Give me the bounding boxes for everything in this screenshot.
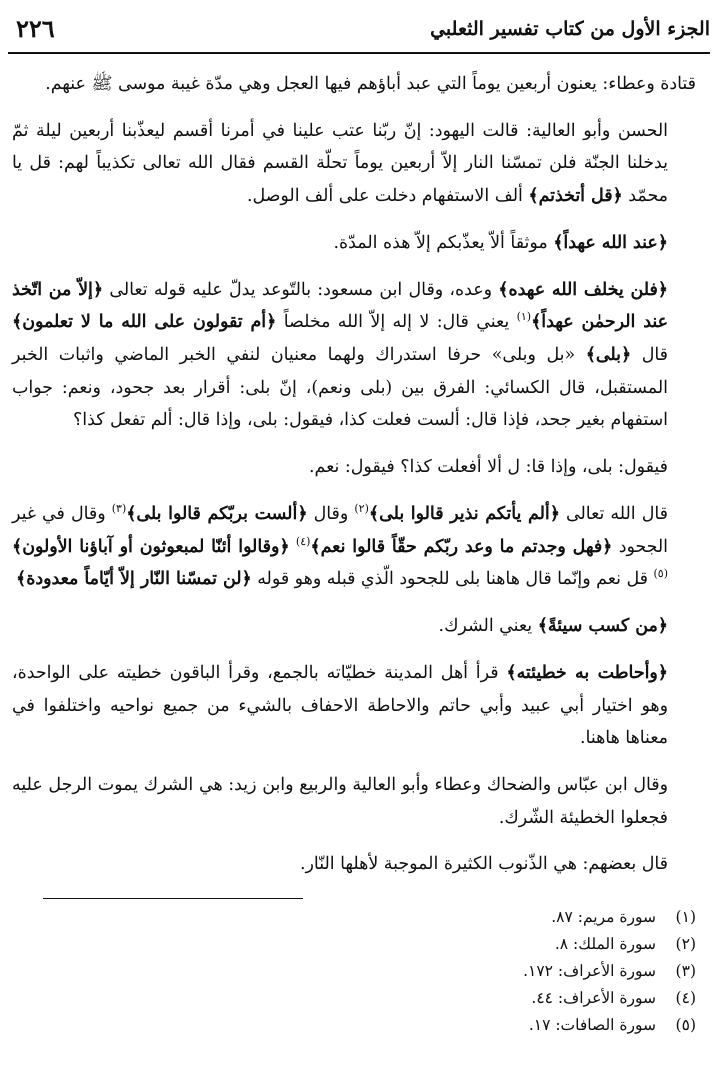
footnotes [300, 904, 696, 1039]
text-run: قتادة وعطاء: يعنون أربعين يوماً التي عبد أباؤهم فيها العجل وهي مدّة غيبة موسى ﷺ عنهم. [45, 74, 696, 94]
quran-quote: ﴿عند الله عهداً﴾ [553, 232, 668, 253]
running-title: الجزء الأول من كتاب تفسير الثعلبي [430, 18, 710, 40]
paragraph [12, 115, 696, 213]
footnote-number: (٢) [675, 935, 696, 953]
footnote-ref: (٤) [295, 534, 311, 548]
footnote-number: (٣) [675, 962, 696, 980]
footnote-ref: (٥) [653, 567, 668, 581]
text-run: قرأ أهل المدينة خطيّاته بالجمع، وقرأ الباقون خطيته على الواحدة، وهو اختيار أبي عبيد وأبي حاتم والاحاطة الاحفاف بالشيء من جميع نواحيه واختلفوا في معناها هاهنا. [12, 662, 668, 749]
footnote-divider [43, 898, 303, 899]
quran-quote: ﴿ألم يأتكم نذير قالوا بلى﴾ [368, 503, 560, 524]
text-run: قال الله تعالى [559, 503, 668, 524]
quran-quote: ﴿ألست بربّكم قالوا بلى﴾ [126, 503, 308, 524]
footnote-ref: (٢) [354, 502, 369, 516]
quran-quote: ﴿وقالوا أئنّا لمبعوثون أو آباؤنا الأولون﴾ [12, 536, 290, 557]
text-run: فيقول: بلى، وإذا قا: ل ألا أفعلت كذا؟ فيقول: نعم. [309, 457, 668, 478]
footnote [300, 931, 696, 958]
footnote-text: سورة الأعراف: ١٧٢. [523, 962, 656, 980]
paragraph [12, 68, 696, 101]
paragraph [12, 451, 696, 484]
text-run: الحسن وأبو العالية: قالت اليهود: إنّ ربّنا عتب علينا في أمرنا أقسم ليعذّبنا أربعين ليلة ثمّ يدخلنا الجنّة فلن تمسّنا النار إلاّ أربعين يوماً تحلّة القسم فقال الله تعالى تكذيباً لهم: قل يا محمّد [12, 120, 668, 207]
footnote [300, 1012, 696, 1039]
text-run: «بل وبلى» حرفا استدراك ولهما معنيان لنفي الخبر الماضي واثبات الخبر المستقبل، قال الكسائي: الفرق بين (بلى ونعم)، إنّ بلى: أقرار بعد جحود، ونعم: جواب استفهام بغير جحد، فإذا قال: ألست فعلت كذا، فيقول: بلى، وإذا قال: ألم تفعل كذا؟ [12, 345, 668, 431]
paragraph [12, 274, 696, 438]
paragraph [12, 610, 696, 643]
footnote-text: سورة الأعراف: ٤٤. [531, 989, 656, 1007]
quran-quote: ﴿أم تقولون على الله ما لا تعلمون﴾ [12, 312, 277, 333]
text-run: قال [631, 345, 668, 366]
footnote-ref: (٣) [111, 502, 127, 516]
paragraph [12, 848, 696, 881]
text-run: موثقاً ألاّ يعذّبكم إلاّ هذه المدّة. [333, 232, 554, 253]
footnote-number: (٥) [675, 1016, 696, 1034]
text-run: قل نعم وإنّما قال هاهنا بلى للجحود الّذي قبله وهو قوله [251, 569, 654, 590]
text-run: وقال ابن عبّاس والضحاك وعطاء وأبو العالية والربيع وابن زيد: هي الشرك يموت الرجل عليه فجعلوا الخطيئة الشّرك. [12, 774, 668, 828]
footnote [300, 958, 696, 985]
text-run: يعني قال: لا إله إلاّ الله مخلصاً [276, 312, 517, 333]
text-run: وقال [307, 503, 355, 524]
footnote-text: سورة مريم: ٨٧. [551, 908, 656, 926]
page-number: ٢٢٦ [16, 14, 55, 43]
text-run: ألف الاستفهام دخلت على ألف الوصل. [246, 186, 529, 207]
quran-quote: ﴿فهل وجدتم ما وعد ربّكم حقّاً قالوا نعم﴾ [310, 536, 613, 557]
header-divider [8, 52, 710, 54]
footnote-text: سورة الصافات: ١٧. [528, 1016, 656, 1034]
quran-quote: ﴿من كسب سيئةً﴾ [537, 616, 668, 637]
page-header [8, 14, 710, 48]
quran-quote: ﴿قل أتخذتم﴾ [528, 186, 623, 207]
text-run: يعني الشرك. [438, 616, 538, 637]
quran-quote: ﴿فلن يخلف الله عهده﴾ [498, 279, 668, 300]
footnote [300, 904, 696, 931]
footnote-number: (١) [675, 908, 696, 926]
text-run: وعده، وقال ابن مسعود: بالتّوعد يدلّ عليه قوله تعالى [103, 279, 499, 300]
paragraph [12, 498, 696, 596]
quran-quote: ﴿بلى﴾ [585, 345, 632, 366]
footnote [300, 985, 696, 1012]
footnote-number: (٤) [675, 989, 696, 1007]
footnote-ref: (١) [516, 310, 532, 324]
text-run: وقال في غير الجحود [12, 503, 669, 557]
text-run: قال بعضهم: هي الذّنوب الكثيرة الموجبة لأهلها النّار. [299, 854, 668, 875]
paragraph [12, 227, 696, 260]
paragraph [12, 769, 696, 834]
footnote-text: سورة الملك: ٨. [554, 935, 656, 953]
quran-quote: ﴿إلاّ من اتّخذ عند الرحمٰن عهداً﴾ [12, 279, 668, 333]
main-text [12, 68, 696, 895]
paragraph [12, 657, 696, 755]
quran-quote: ﴿وأحاطت به خطيئته﴾ [506, 662, 668, 683]
quran-quote: ﴿لن تمسّنا النّار إلاّ أيّاماً معدودة﴾ [16, 569, 252, 590]
